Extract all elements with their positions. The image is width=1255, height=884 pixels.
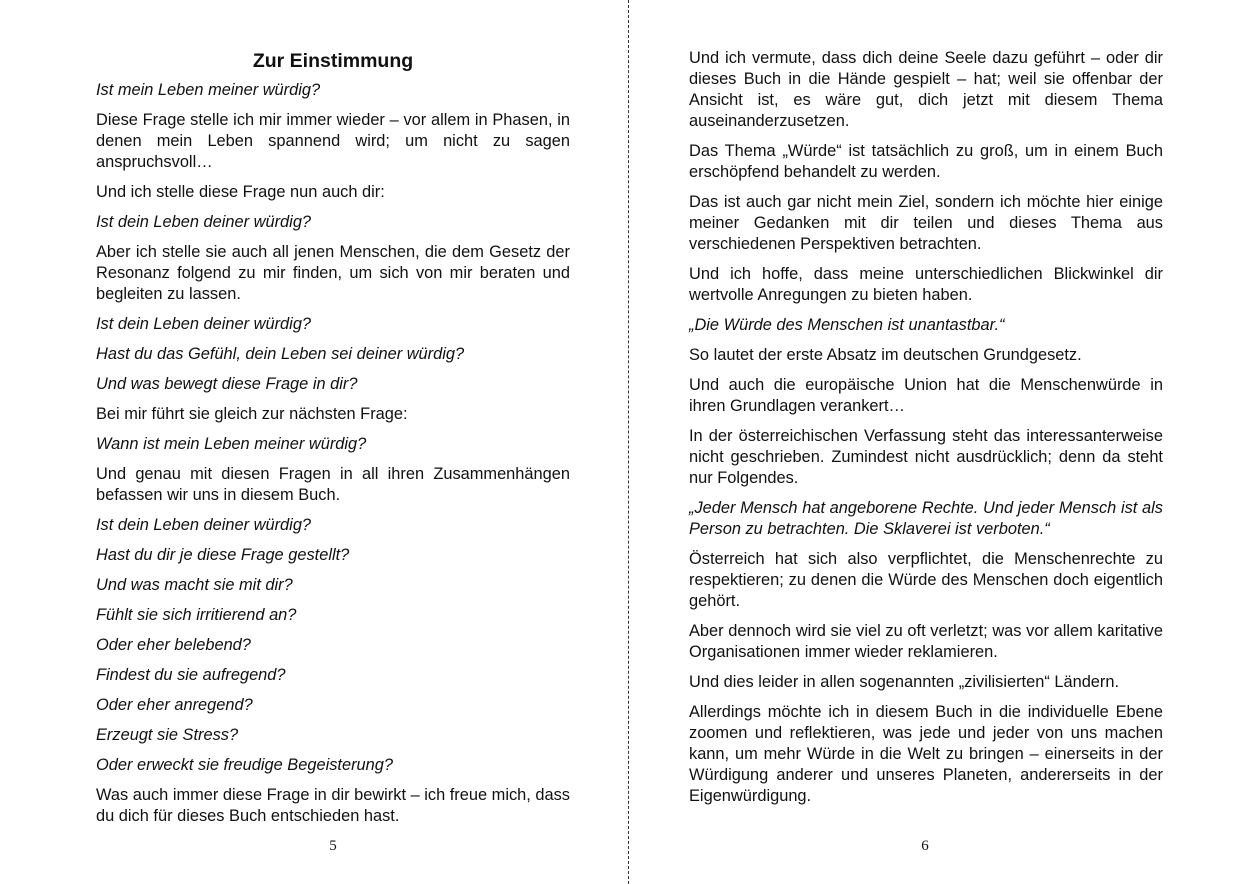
left-page-paragraphs (96, 80, 570, 827)
paragraph: Das Thema „Würde“ ist tatsächlich zu groß, um in einem Buch erschöpfend behandelt zu werden. (689, 142, 1163, 181)
paragraph: „Jeder Mensch hat angeborene Rechte. Und jeder Mensch ist als Person zu betrachten. Die Sklaverei ist verboten.“ (689, 499, 1163, 538)
paragraph: Allerdings möchte ich in diesem Buch in die individuelle Ebene zoomen und reflektieren, was jede und jeder von uns machen kann, um mehr Würde in die Welt zu bringen – einerseits in der Würdigung anderer und unseres Planeten, andererseits in der Eigenwürdigung. (689, 703, 1163, 805)
paragraph: Ist dein Leben deiner würdig? (96, 315, 312, 333)
paragraph: Österreich hat sich also verpflichtet, die Menschenrechte zu respektieren; zu denen die Würde des Menschen doch eigentlich gehört. (689, 550, 1163, 610)
right-page-text-column (689, 48, 1163, 816)
paragraph: Und auch die europäische Union hat die Menschenwürde in ihren Grundlagen verankert… (689, 376, 1163, 415)
left-page-text-column (96, 48, 570, 836)
chapter-title: Zur Einstimmung (252, 50, 414, 72)
paragraph: Ist mein Leben meiner würdig? (96, 81, 321, 99)
paragraph: Oder eher belebend? (96, 636, 251, 654)
paragraph: In der österreichischen Verfassung steht das interessanterweise nicht geschrieben. Zumindest nicht ausdrücklich; denn da steht nur Folgendes. (689, 427, 1163, 487)
paragraph: Bei mir führt sie gleich zur nächsten Frage: (96, 405, 408, 423)
paragraph: Aber dennoch wird sie viel zu oft verletzt; was vor allem karitative Organisationen immer wieder reklamieren. (689, 622, 1163, 661)
paragraph: Und genau mit diesen Fragen in all ihren Zusammenhängen befassen wir uns in diesem Buch. (96, 465, 570, 504)
paragraph: Und dies leider in allen sogenannten „zivilisierten“ Ländern. (689, 673, 1120, 691)
paragraph: Und was bewegt diese Frage in dir? (96, 375, 358, 393)
paragraph: Hast du dir je diese Frage gestellt? (96, 546, 350, 564)
page-divider (628, 0, 629, 884)
paragraph: Und ich vermute, dass dich deine Seele dazu geführt – oder dir dieses Buch in die Hände gespielt – hat; weil sie offenbar der Ansicht ist, es wäre gut, dich jetzt mit diesem Thema auseinanderzusetzen. (689, 49, 1163, 130)
paragraph: Und ich hoffe, dass meine unterschiedlichen Blickwinkel dir wertvolle Anregungen zu bieten haben. (689, 265, 1163, 304)
paragraph: Und ich stelle diese Frage nun auch dir: (96, 183, 385, 201)
right-page-paragraphs (689, 48, 1163, 807)
paragraph: Wann ist mein Leben meiner würdig? (96, 435, 367, 453)
paragraph: Und was macht sie mit dir? (96, 576, 293, 594)
paragraph: Oder eher anregend? (96, 696, 253, 714)
paragraph: Ist dein Leben deiner würdig? (96, 516, 312, 534)
right-page (630, 0, 1255, 884)
paragraph: Ist dein Leben deiner würdig? (96, 213, 312, 231)
paragraph: Was auch immer diese Frage in dir bewirkt – ich freue mich, dass du dich für dieses Buch entschieden hast. (96, 786, 570, 825)
paragraph: Aber ich stelle sie auch all jenen Menschen, die dem Gesetz der Resonanz folgend zu mir finden, um sich von mir beraten und begleiten zu lassen. (96, 243, 570, 303)
paragraph: „Die Würde des Menschen ist unantastbar.“ (689, 316, 1005, 334)
paragraph: Diese Frage stelle ich mir immer wieder – vor allem in Phasen, in denen mein Leben spannend wird; um nicht zu sagen anspruchsvoll… (96, 111, 570, 171)
paragraph: Das ist auch gar nicht mein Ziel, sondern ich möchte hier einige meiner Gedanken mit dir teilen und dieses Thema aus verschiedenen Perspektiven betrachten. (689, 193, 1163, 253)
paragraph: So lautet der erste Absatz im deutschen Grundgesetz. (689, 346, 1082, 364)
paragraph: Hast du das Gefühl, dein Leben sei deiner würdig? (96, 345, 465, 363)
page-number-right: 6 (921, 838, 929, 854)
paragraph: Erzeugt sie Stress? (96, 726, 239, 744)
paragraph: Oder erweckt sie freudige Begeisterung? (96, 756, 394, 774)
page-number-left: 5 (329, 838, 337, 854)
paragraph: Findest du sie aufregend? (96, 666, 286, 684)
paragraph: Fühlt sie sich irritierend an? (96, 606, 297, 624)
